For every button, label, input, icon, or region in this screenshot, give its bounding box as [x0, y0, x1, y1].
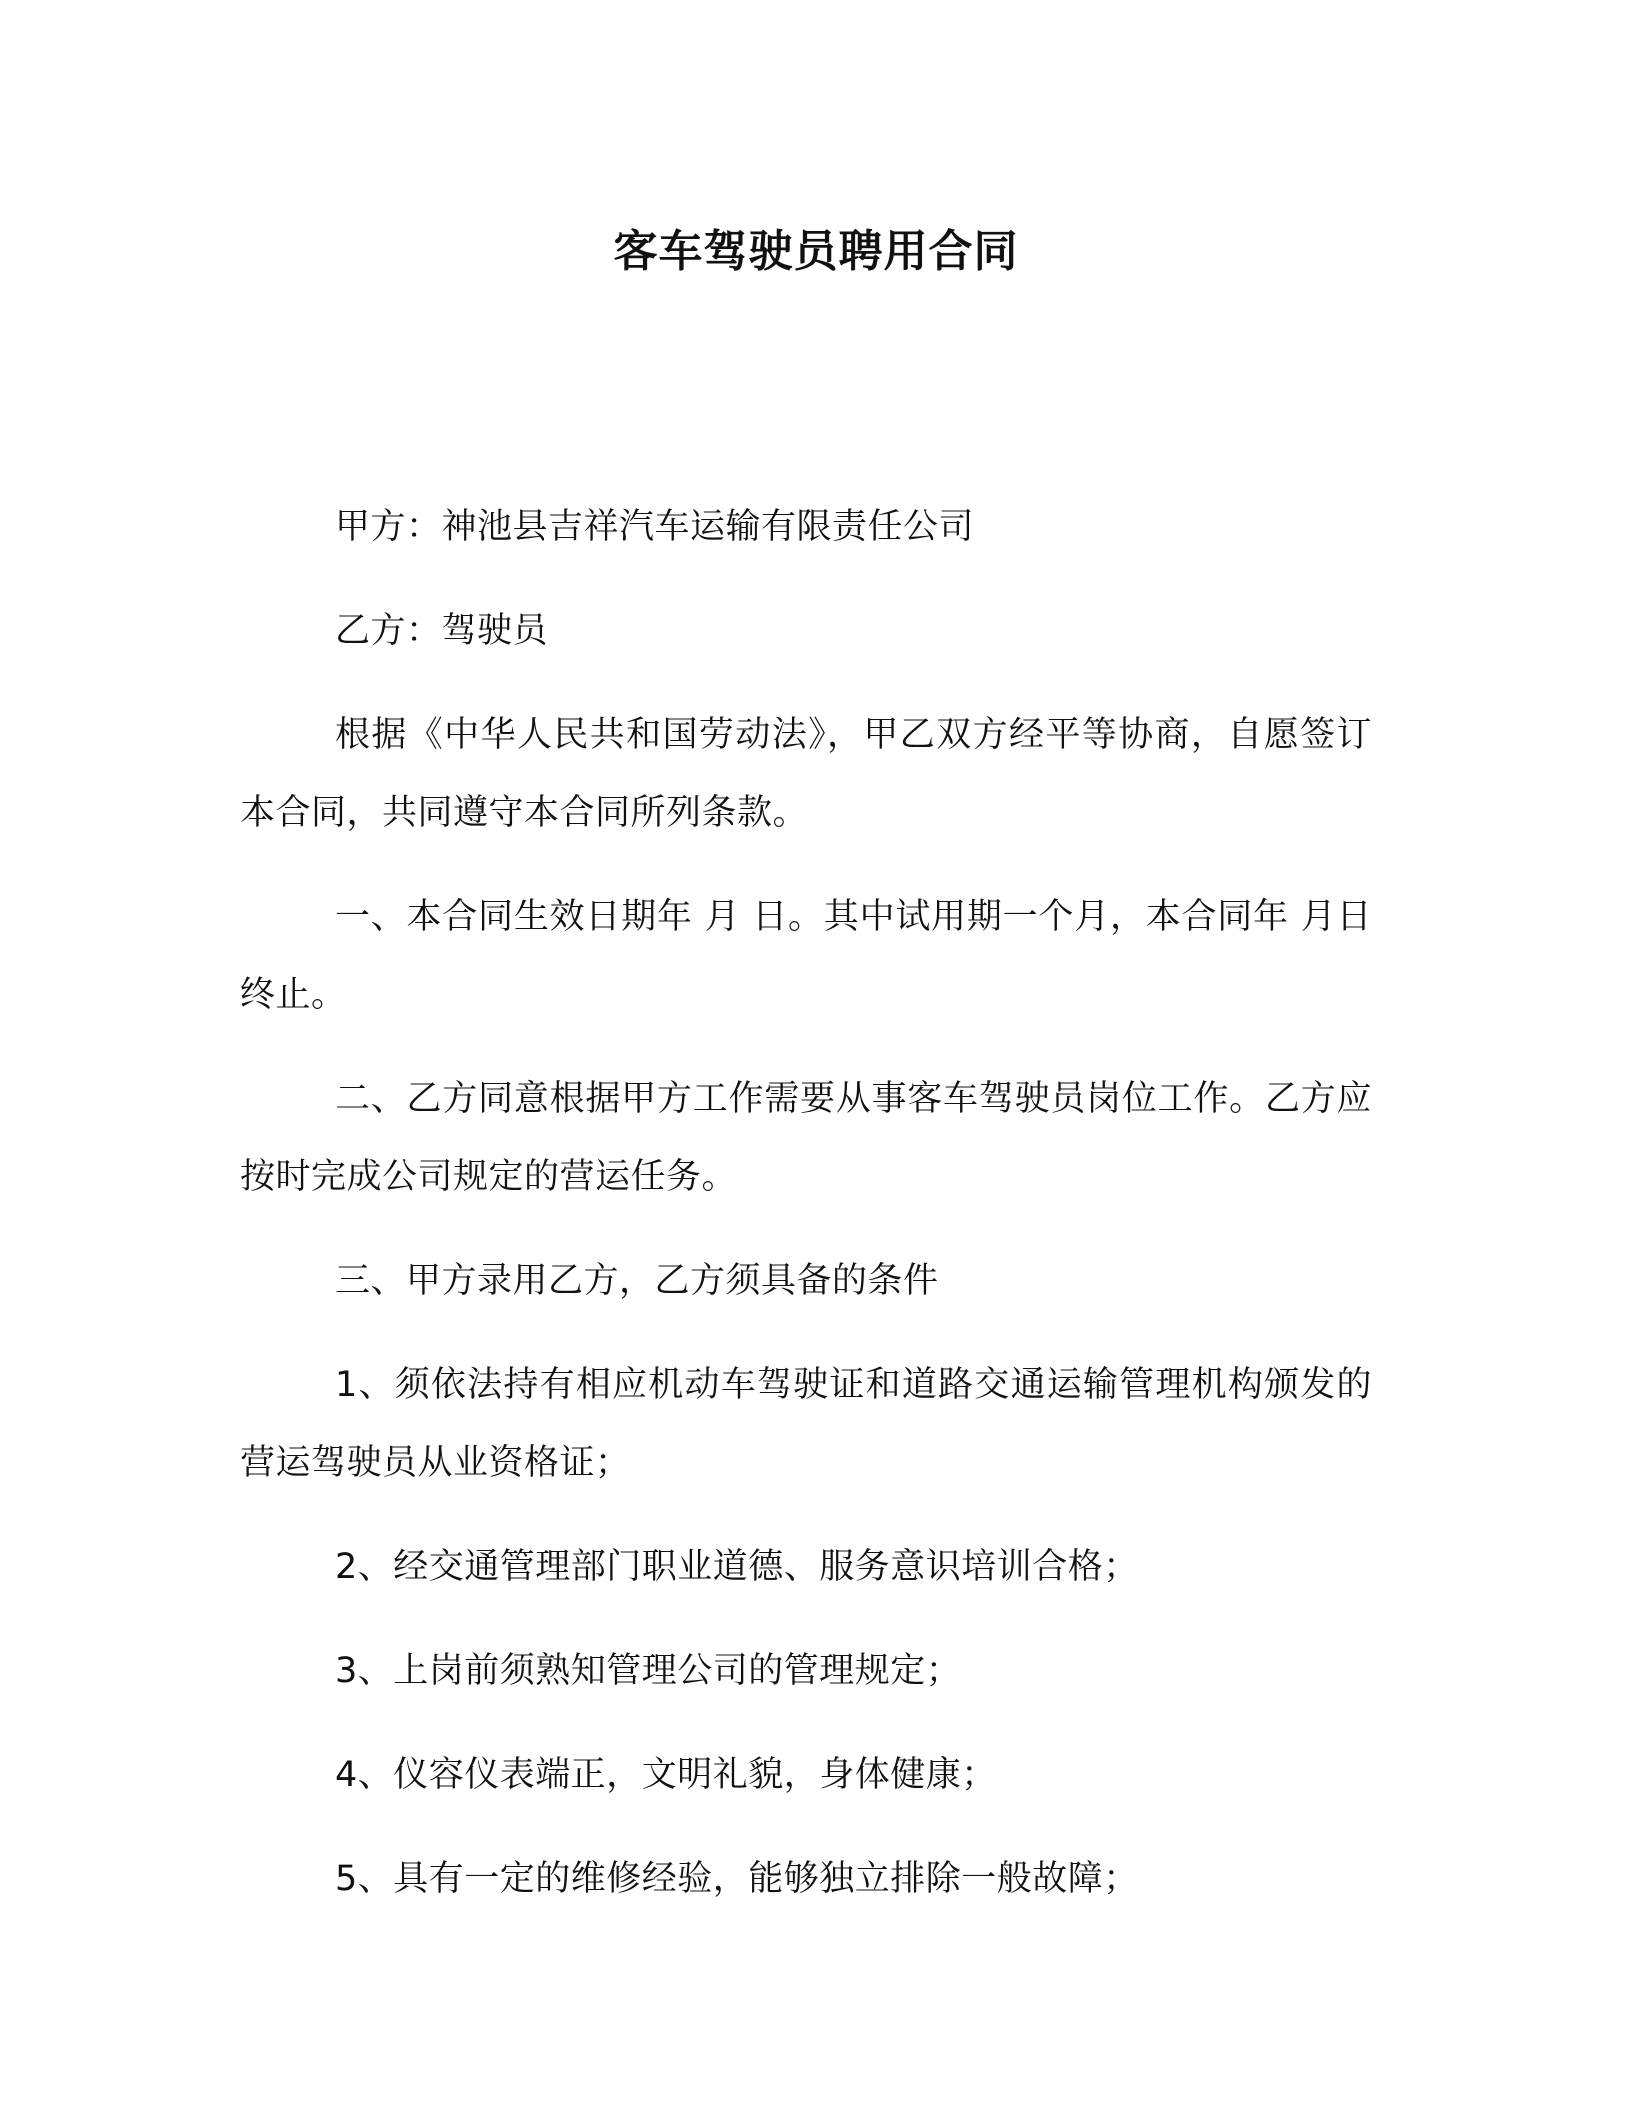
preamble-paragraph: 根据《中华人民共和国劳动法》，甲乙双方经平等协商，自愿签订本合同，共同遵守本合同所列条款。: [240, 715, 1372, 833]
condition-1-paragraph: 1、须依法持有相应机动车驾驶证和道路交通运输管理机构颁发的营运驾驶员从业资格证；: [240, 1365, 1372, 1483]
clause-3-paragraph: 三、甲方录用乙方，乙方须具备的条件: [335, 1261, 939, 1301]
party-a-paragraph: 甲方：神池县吉祥汽车运输有限责任公司: [335, 507, 975, 547]
clause-2-paragraph: 二、乙方同意根据甲方工作需要从事客车驾驶员岗位工作。乙方应按时完成公司规定的营运任务。: [240, 1079, 1372, 1197]
condition-2-paragraph: 2、经交通管理部门职业道德、服务意识培训合格；: [335, 1547, 1139, 1587]
document-title: 客车驾驶员聘用合同: [613, 226, 1019, 277]
condition-4-paragraph: 4、仪容仪表端正，文明礼貌，身体健康；: [335, 1755, 997, 1795]
clause-1-paragraph: 一、本合同生效日期年 月 日。其中试用期一个月，本合同年 月日终止。: [240, 897, 1372, 1015]
condition-3-paragraph: 3、上岗前须熟知管理公司的管理规定；: [335, 1651, 962, 1691]
party-b-paragraph: 乙方：驾驶员: [335, 611, 549, 651]
document-body: [240, 488, 1372, 1944]
condition-5-paragraph: 5、具有一定的维修经验，能够独立排除一般故障；: [335, 1859, 1139, 1899]
